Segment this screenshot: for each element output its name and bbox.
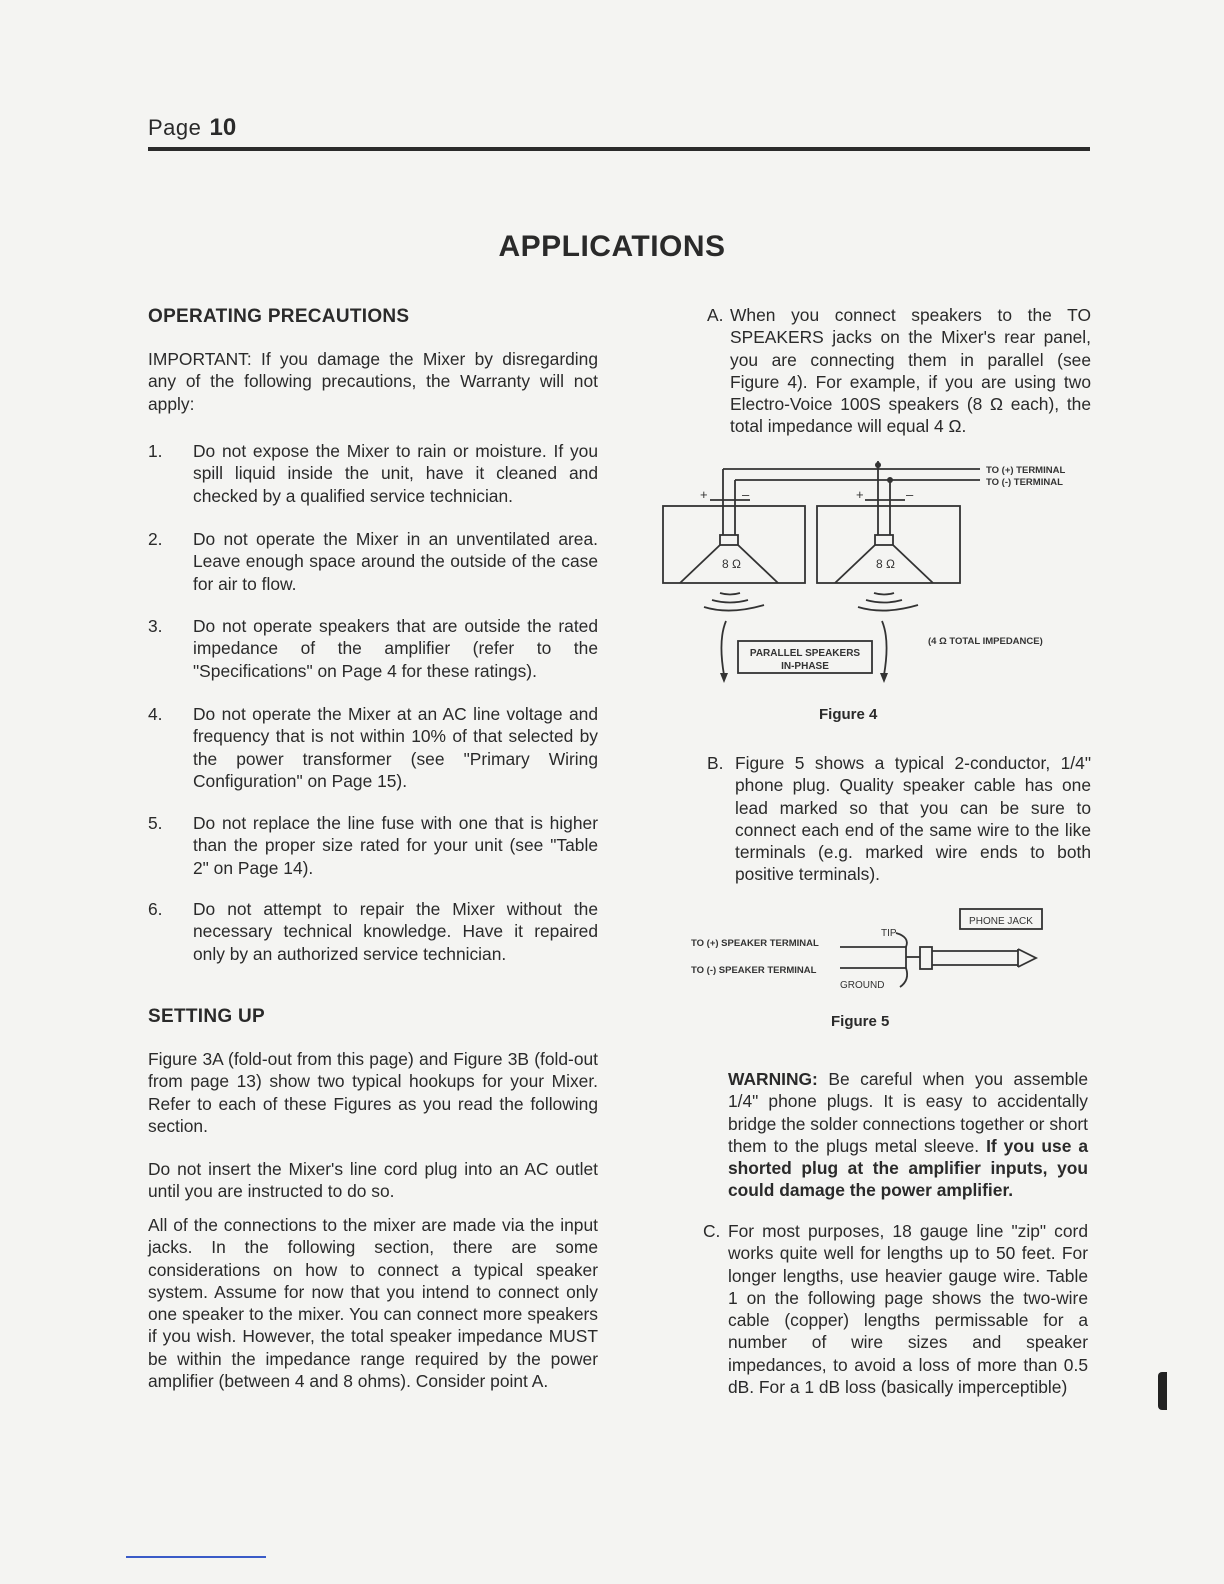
point-a-text: When you connect speakers to the TO SPEAKERS jacks on the Mixer's rear panel, you are connecting them in parallel (see Figure 4). For example, if you are using two Electro-Voice 100S speakers (8 Ω each), the total impedance will equal 4 Ω. (730, 305, 1091, 437)
list-item-text: Do not attempt to repair the Mixer without the necessary technical knowledge. Have it repaired only by an authorized service technician. (193, 899, 598, 964)
ground-label: GROUND (840, 980, 885, 991)
setting-up-text-2: Do not insert the Mixer's line cord plug into an AC outlet until you are instructed to do so. (148, 1159, 598, 1202)
plus-terminal-label: TO (+) TERMINAL (986, 465, 1066, 476)
list-item-number: 3. (148, 616, 163, 636)
warning-label: WARNING: (728, 1069, 818, 1089)
minus-terminal-label: TO (-) TERMINAL (986, 477, 1063, 488)
minus-speaker-terminal-label: TO (-) SPEAKER TERMINAL (691, 965, 817, 976)
parallel-speakers-label: PARALLEL SPEAKERS (749, 648, 861, 659)
setting-up-text-3: All of the connections to the mixer are made via the input jacks. In the following section, there are some considerations on how to connect a typical speaker system. Assume for now that you intend to connect only one speaker to the mixer. You can connect more speakers if you wish. However, the total speaker impedance MUST be within the impedance range required by the power amplifier (between 4 and 8 ohms). Consider point A. (148, 1215, 598, 1392)
important-paragraph (148, 348, 598, 415)
list-item-number: 1. (148, 441, 163, 461)
setting-up-heading: SETTING UP (148, 1006, 266, 1027)
point-b-text: Figure 5 shows a typical 2-conductor, 1/4" phone plug. Quality speaker cable has one lead marked so that you can be sure to connect each end of the same wire to the like terminals (e.g. marked wire ends to both positive terminals). (735, 753, 1091, 885)
in-phase-label: IN-PHASE (781, 661, 829, 672)
scan-line (126, 1556, 266, 1558)
list-item-text: Do not operate the Mixer at an AC line voltage and frequency that is not within 10% of that selected by the power transformer (see "Primary Wiring Configuration" on Page 15). (193, 704, 598, 791)
speaker2-minus: – (906, 487, 914, 502)
scan-mark (1158, 1372, 1167, 1410)
point-c-text: For most purposes, 18 gauge line "zip" cord works quite well for lengths up to 50 feet. For longer lengths, use heavier gauge wire. Table 1 on the following page shows the two-wire cable (copper) lengths permissable for a number of wire sizes and speaker impedances, to avoid a loss of more than 0.5 dB. For a 1 dB loss (basically imperceptible) (728, 1221, 1088, 1398)
figure-5-caption: Figure 5 (831, 1013, 890, 1030)
setting-up-paragraph-1 (148, 1048, 598, 1137)
point-b (707, 752, 1091, 886)
point-a (707, 304, 1091, 438)
warning-text: Be careful when you assemble 1/4" phone plugs. It is easy to accidentally bridge the solder connections together or short them to the plugs metal sleeve. (728, 1069, 1088, 1156)
list-item-number: 6. (148, 899, 163, 919)
total-impedance-label: (4 Ω TOTAL IMPEDANCE) (928, 636, 1043, 647)
warning-paragraph (728, 1068, 1088, 1202)
speaker1-minus: – (742, 487, 750, 502)
page-label: Page (148, 115, 202, 140)
list-item-text: Do not expose the Mixer to rain or moisture. If you spill liquid inside the unit, have it cleaned and checked by a qualified service technician. (193, 441, 598, 506)
operating-precautions-heading: OPERATING PRECAUTIONS (148, 306, 410, 327)
phone-jack-label: PHONE JACK (969, 916, 1033, 927)
list-item-number: 4. (148, 704, 163, 724)
list-item-number: 5. (148, 813, 163, 833)
list-item-text: Do not replace the line fuse with one that is higher than the proper size rated for your unit (see "Table 2" on Page 14). (193, 813, 598, 878)
plus-speaker-terminal-label: TO (+) SPEAKER TERMINAL (691, 938, 819, 949)
operating-precautions-section (148, 306, 598, 328)
page-header (148, 114, 236, 142)
setting-up-section (148, 1006, 598, 1028)
figure-5-diagram (688, 905, 1068, 995)
point-b-label: B. (707, 753, 724, 773)
header-rule (148, 147, 1090, 151)
speaker1-impedance: 8 Ω (722, 557, 741, 571)
figure-4-caption: Figure 4 (819, 706, 878, 723)
figure-4-diagram (650, 455, 1090, 695)
speaker2-impedance: 8 Ω (876, 557, 895, 571)
setting-up-paragraph-3 (148, 1214, 598, 1392)
warning-bold-text: If you use a shorted plug at the amplifier inputs, you could damage the power amplifier. (728, 1135, 1088, 1201)
point-c-label: C. (703, 1221, 721, 1241)
tip-label: TIP (881, 928, 897, 939)
page-title: APPLICATIONS (498, 230, 726, 263)
point-c (703, 1220, 1088, 1398)
list-item-number: 2. (148, 529, 163, 549)
list-item-text: Do not operate speakers that are outside the rated impedance of the amplifier (refer to the "Specifications" on Page 4 for these ratings). (193, 616, 598, 681)
page-number: 10 (209, 114, 237, 141)
setting-up-paragraph-2 (148, 1158, 598, 1203)
important-text: IMPORTANT: If you damage the Mixer by disregarding any of the following precautions, the Warranty will not apply: (148, 349, 598, 414)
junction-dot (887, 477, 893, 483)
junction-dot (875, 462, 881, 468)
speaker1-plus: + (700, 487, 708, 502)
speaker2-plus: + (856, 487, 864, 502)
setting-up-text-1: Figure 3A (fold-out from this page) and Figure 3B (fold-out from page 13) show two typical hookups for your Mixer. Refer to each of these Figures as you read the following section. (148, 1049, 598, 1136)
list-item-text: Do not operate the Mixer in an unventilated area. Leave enough space around the outside of the case for air to flow. (193, 529, 598, 594)
point-a-label: A. (707, 305, 724, 325)
